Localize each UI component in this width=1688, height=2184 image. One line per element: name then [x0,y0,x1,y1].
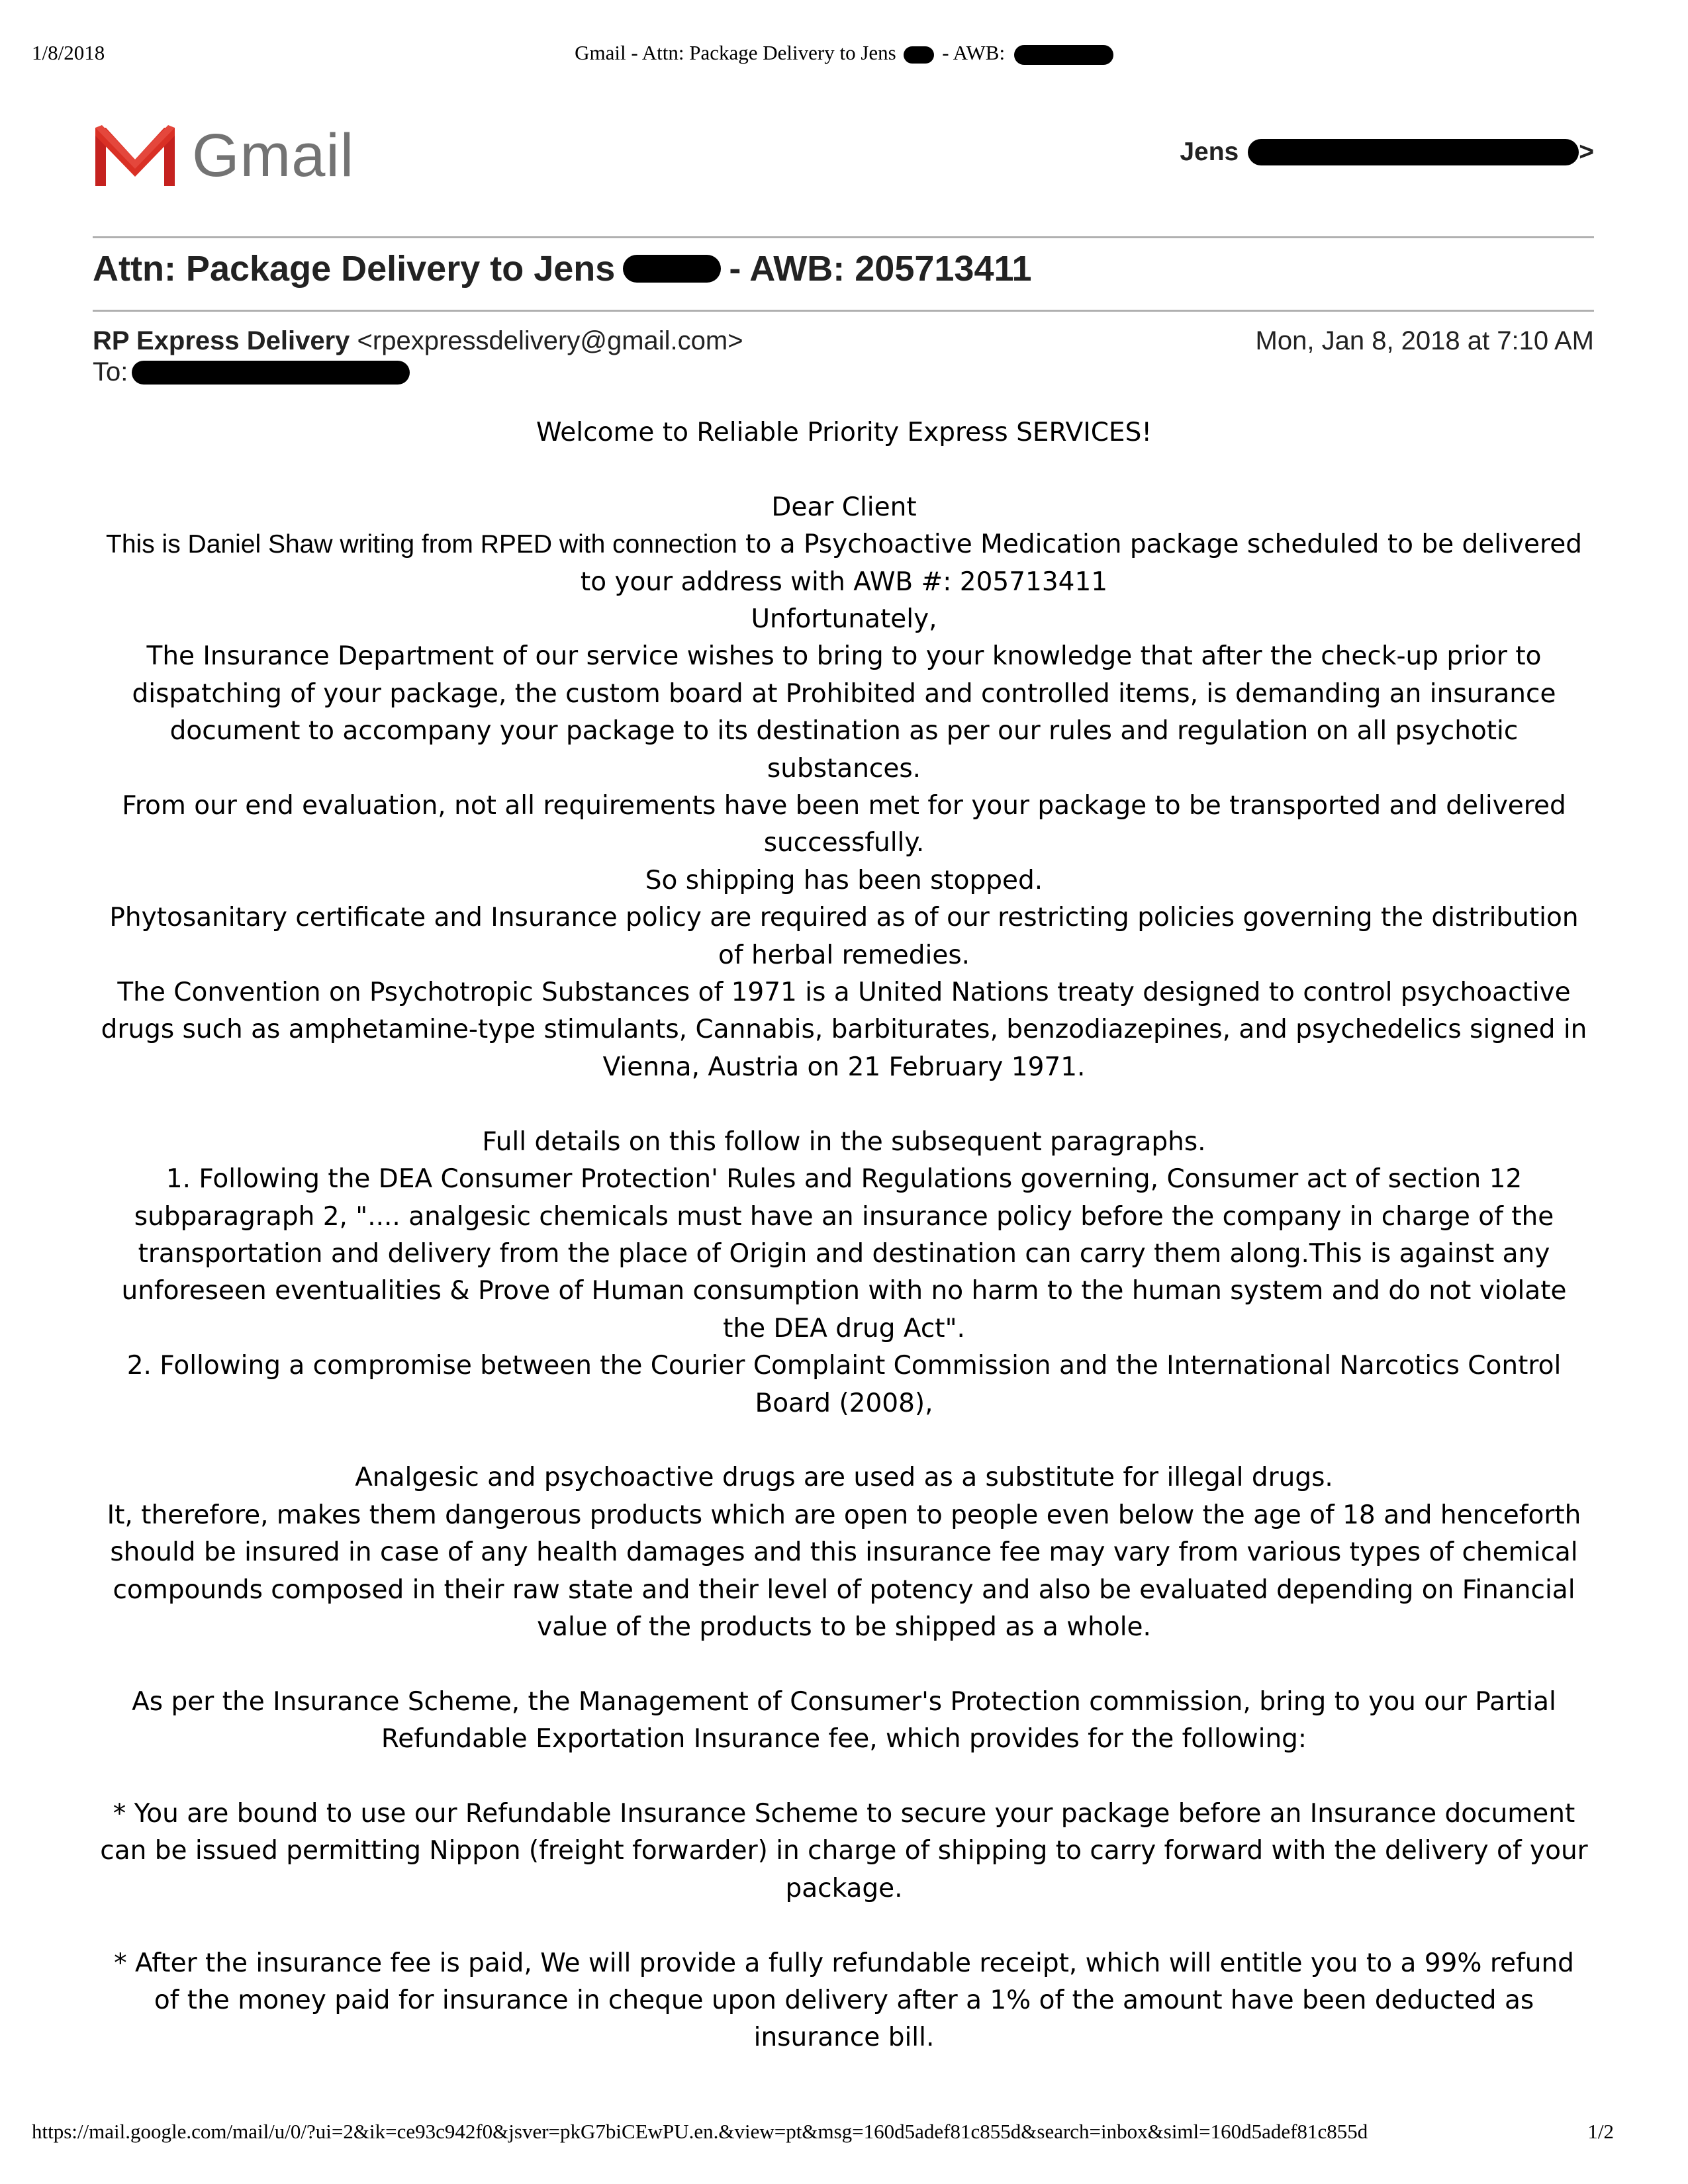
body-convention: The Convention on Psychotropic Substances of 1971 is a United Nations treaty designed to control psychoactive drugs such as amphetamine-type stimulants, Cannabis, barbiturates, benzodiazepines, and psychedelics signed in Vienna, Austria on 21 February 1971. [101,978,1587,1082]
body-scheme: As per the Insurance Scheme, the Management of Consumer's Protection commission, bring to you our Partial Refundable Exportation Insurance fee, which provides for the following: [132,1686,1556,1754]
account-bracket: > [1579,138,1594,166]
body-point-2: 2. Following a compromise between the Courier Complaint Commission and the International Narcotics Control Board (2008), [126,1351,1562,1418]
body-bullet-1: * You are bound to use our Refundable Insurance Scheme to secure your package before an Insurance document can be issued permitting Nippon (freight forwarder) in charge of shipping to carry forward with the delivery of your package. [100,1798,1588,1903]
print-header [0,41,1688,74]
body-stopped: So shipping has been stopped. [645,865,1043,895]
body-unfortunately: Unfortunately, [751,604,937,635]
body-intro-rest: to a Psychoactive Medication package scheduled to be delivered to your address with AWB #: 205713411 [580,529,1582,597]
divider-subject [93,310,1594,312]
recipient-line [93,357,410,387]
print-date: 1/8/2018 [32,41,105,64]
body-bullet-2: * After the insurance fee is paid, We will provide a fully refundable receipt, which will entitle you to a 99% refund of the money paid for insurance in cheque upon delivery after a 1% of the amount have been deducted as insurance bill. [114,1948,1574,2053]
sender-email: <rpexpressdelivery@gmail.com> [357,326,743,355]
redaction-mark [132,361,410,385]
to-label: To: [93,357,128,387]
body-intro-sans: This is Daniel Shaw writing from RPED with connection [106,530,737,559]
divider-top [93,236,1594,238]
redaction-mark [1014,45,1113,65]
footer-url: https://mail.google.com/mail/u/0/?ui=2&ik=ce93c942f0&jsver=pkG7biCEwPU.en.&view=pt&msg=160d5adef81c855d&search=inbox&siml=160d5adef81c855d [32,2120,1368,2143]
print-title-mid: - AWB: [942,41,1006,64]
footer-page-number: 1/2 [1587,2120,1614,2143]
sender-line [93,326,743,356]
print-title [0,41,1688,65]
body-full-details: Full details on this follow in the subsequent paragraphs. [482,1126,1206,1157]
body-insurance-dept: The Insurance Department of our service wishes to bring to your knowledge that after the check-up prior to dispatching of your package, the custom board at Prohibited and controlled items, is demanding an insurance document to accompany your package to its destination as per our rules and regulation on all psychotic substances. [132,641,1556,784]
redaction-mark [904,46,934,64]
print-title-prefix: Gmail - Attn: Package Delivery to Jens [575,41,896,64]
body-analgesic: Analgesic and psychoactive drugs are used as a substitute for illegal drugs. [355,1463,1333,1493]
subject-suffix: - AWB: 205713411 [729,249,1032,289]
message-date: Mon, Jan 8, 2018 at 7:10 AM [1255,326,1594,355]
body-phyto: Phytosanitary certificate and Insurance policy are required as of our restricting policies governing the distribution of herbal remedies. [109,903,1579,970]
email-body [99,414,1589,2057]
subject-prefix: Attn: Package Delivery to Jens [93,249,616,289]
body-intro [99,526,1589,601]
body-therefore: It, therefore, makes them dangerous products which are open to people even below the age of 18 and henceforth should be insured in case of any health damages and this insurance fee may vary from various types of chemical compounds composed in their raw state and their level of potency and also be evaluated depending on Financial value of the products to be shipped as a whole. [107,1500,1581,1642]
account-first-name: Jens [1180,138,1239,166]
gmail-m-icon [93,122,177,189]
gmail-wordmark: Gmail [192,121,355,189]
body-evaluation: From our end evaluation, not all requirements have been met for your package to be transported and delivered successfully. [122,791,1566,858]
sender-name: RP Express Delivery [93,326,350,355]
email-subject [93,248,1032,289]
body-welcome: Welcome to Reliable Priority Express SERVICES! [536,418,1152,447]
gmail-logo [93,119,354,192]
body-dear: Dear Client [771,492,917,522]
body-point-1: 1. Following the DEA Consumer Protection' Rules and Regulations governing, Consumer act of section 12 subparagraph 2, ".... analgesic chemicals must have an insurance policy before the company in charge of the transportation and delivery from the place of Origin and destination can carry them along.This is against any unforeseen eventualities & Prove of Human consumption with no harm to the human system and do not violate the DEA drug Act". [121,1164,1567,1343]
redaction-mark [1248,139,1579,165]
redaction-mark [623,255,721,283]
account-name [1180,138,1594,167]
